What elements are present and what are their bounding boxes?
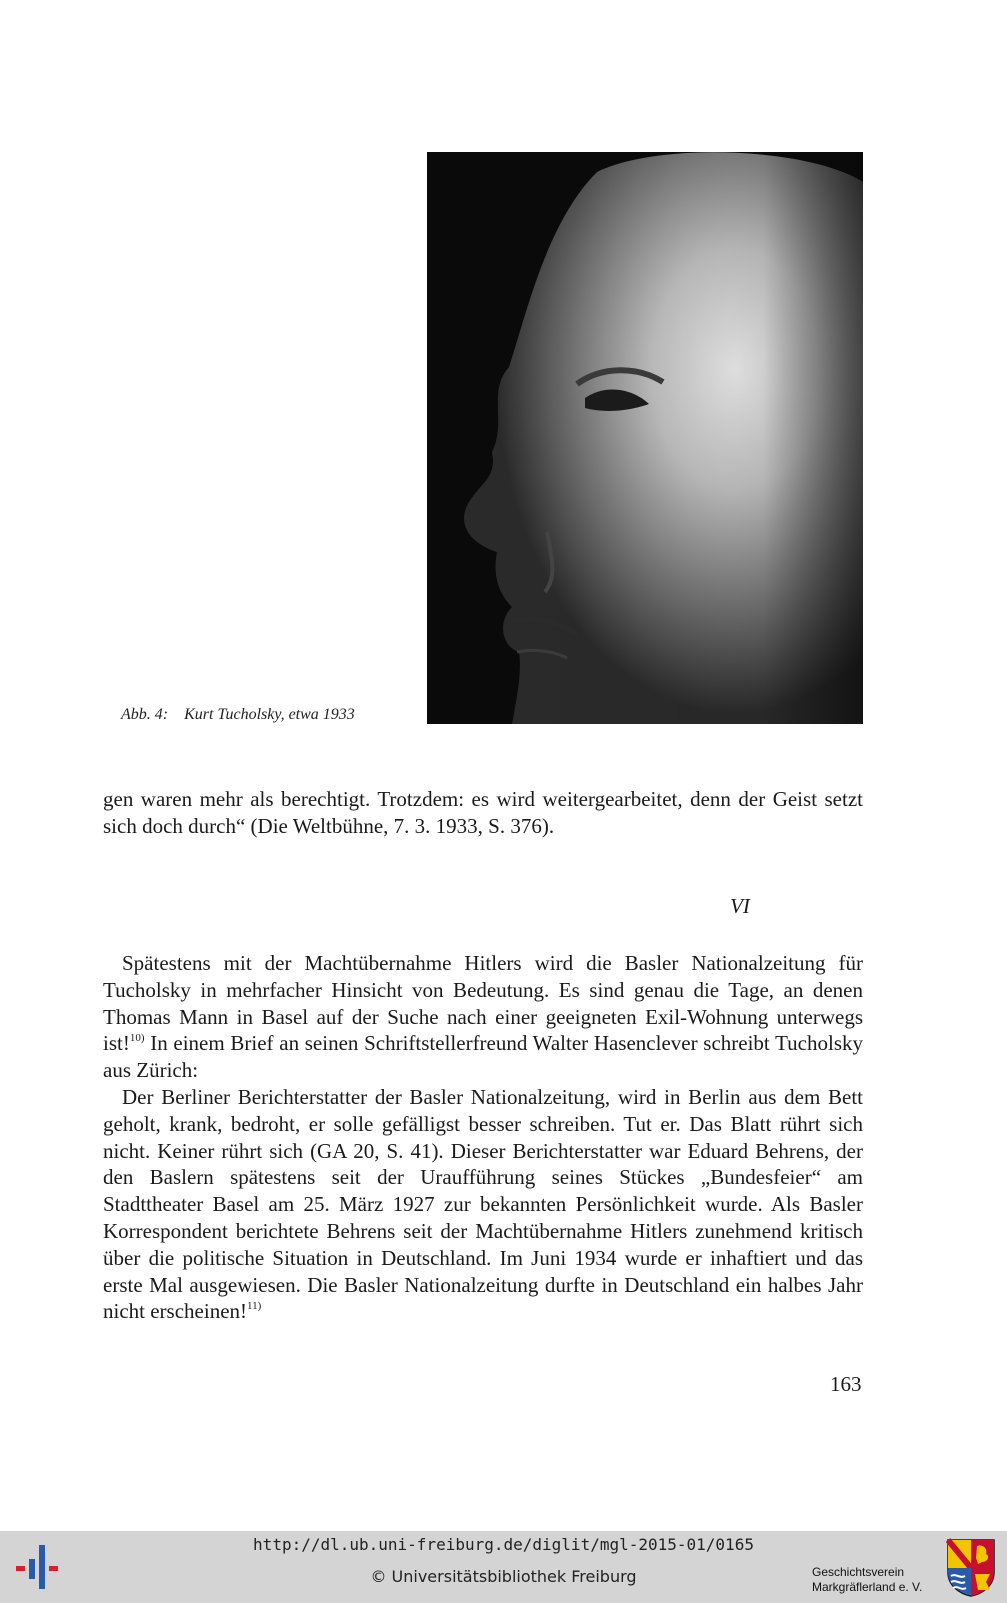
section-heading: VI	[730, 894, 750, 918]
footnote-ref-10: 10)	[129, 1032, 145, 1045]
section-heading-block	[0, 894, 1007, 919]
copyright-text: © Universitätsbibliothek Freiburg	[370, 1567, 637, 1586]
paragraph-3	[103, 1084, 863, 1325]
main-text-block	[103, 950, 863, 1325]
document-url-link[interactable]: http://dl.ub.uni-freiburg.de/diglit/mgl-2015-01/0165	[253, 1535, 754, 1554]
figure-caption	[121, 706, 355, 724]
page-number: 163	[830, 1372, 862, 1396]
footer-bar	[0, 1531, 1007, 1603]
portrait-image	[427, 152, 863, 724]
portrait-photo	[427, 152, 863, 724]
paragraph-1: gen waren mehr als berechtigt. Trotzdem: es wird weitergearbeitet, denn der Geist setzt sich doch durch“ (Die Weltbühne, 7. 3. 1933, S. 376).	[103, 787, 863, 838]
caption-label: Abb. 4:	[121, 706, 169, 723]
continued-paragraph	[103, 786, 863, 840]
society-name-line-2: Markgräflerland e. V.	[812, 1580, 923, 1594]
society-crest-icon	[946, 1538, 996, 1598]
footnote-ref-11: 11)	[247, 1300, 262, 1313]
paragraph-2-text-a: Spätestens mit der Machtübernahme Hitlers wird die Basler Nationalzeitung für Tucholsky in mehrfacher Hinsicht von Bedeutung. Es sind genau die Tage, an denen Thomas Mann in Basel auf der Suche nach einer geeigneten Exil-Wohnung unterwegs ist!	[103, 951, 863, 1056]
paragraph-2-text-b: In einem Brief an seinen Schriftstellerfreund Walter Hasenclever schreibt Tucholsky aus Zürich:	[103, 1031, 863, 1083]
paragraph-3-text: Der Berliner Berichterstatter der Basler Nationalzeitung, wird in Berlin aus dem Bett geholt, krank, bedroht, er solle gefälligst besser schreiben. Tut er. Das Blatt rührt sich nicht. Keiner rührt sich (GA 20, S. 41). Dieser Berichterstatter war Eduard Behrens, der den Baslern spätestens seit der Uraufführung seines Stückes „Bundesfeier“ am Stadttheater Basel am 25. März 1927 zur bekannten Persönlichkeit wurde. Als Basler Korrespondent berichtete Behrens seit der Machtübernahme Hitlers zunehmend kritisch über die politische Situation in Deutschland. Im Juni 1934 wurde er inhaftiert und das erste Mal ausgewiesen. Die Basler Nationalzeitung durfte in Deutschland ein halbes Jahr nicht erscheinen!	[103, 1084, 863, 1324]
society-name	[812, 1565, 922, 1595]
paragraph-2	[103, 950, 863, 1084]
society-name-line-1: Geschichtsverein	[812, 1565, 905, 1579]
caption-text: Kurt Tucholsky, etwa 1933	[184, 706, 355, 723]
